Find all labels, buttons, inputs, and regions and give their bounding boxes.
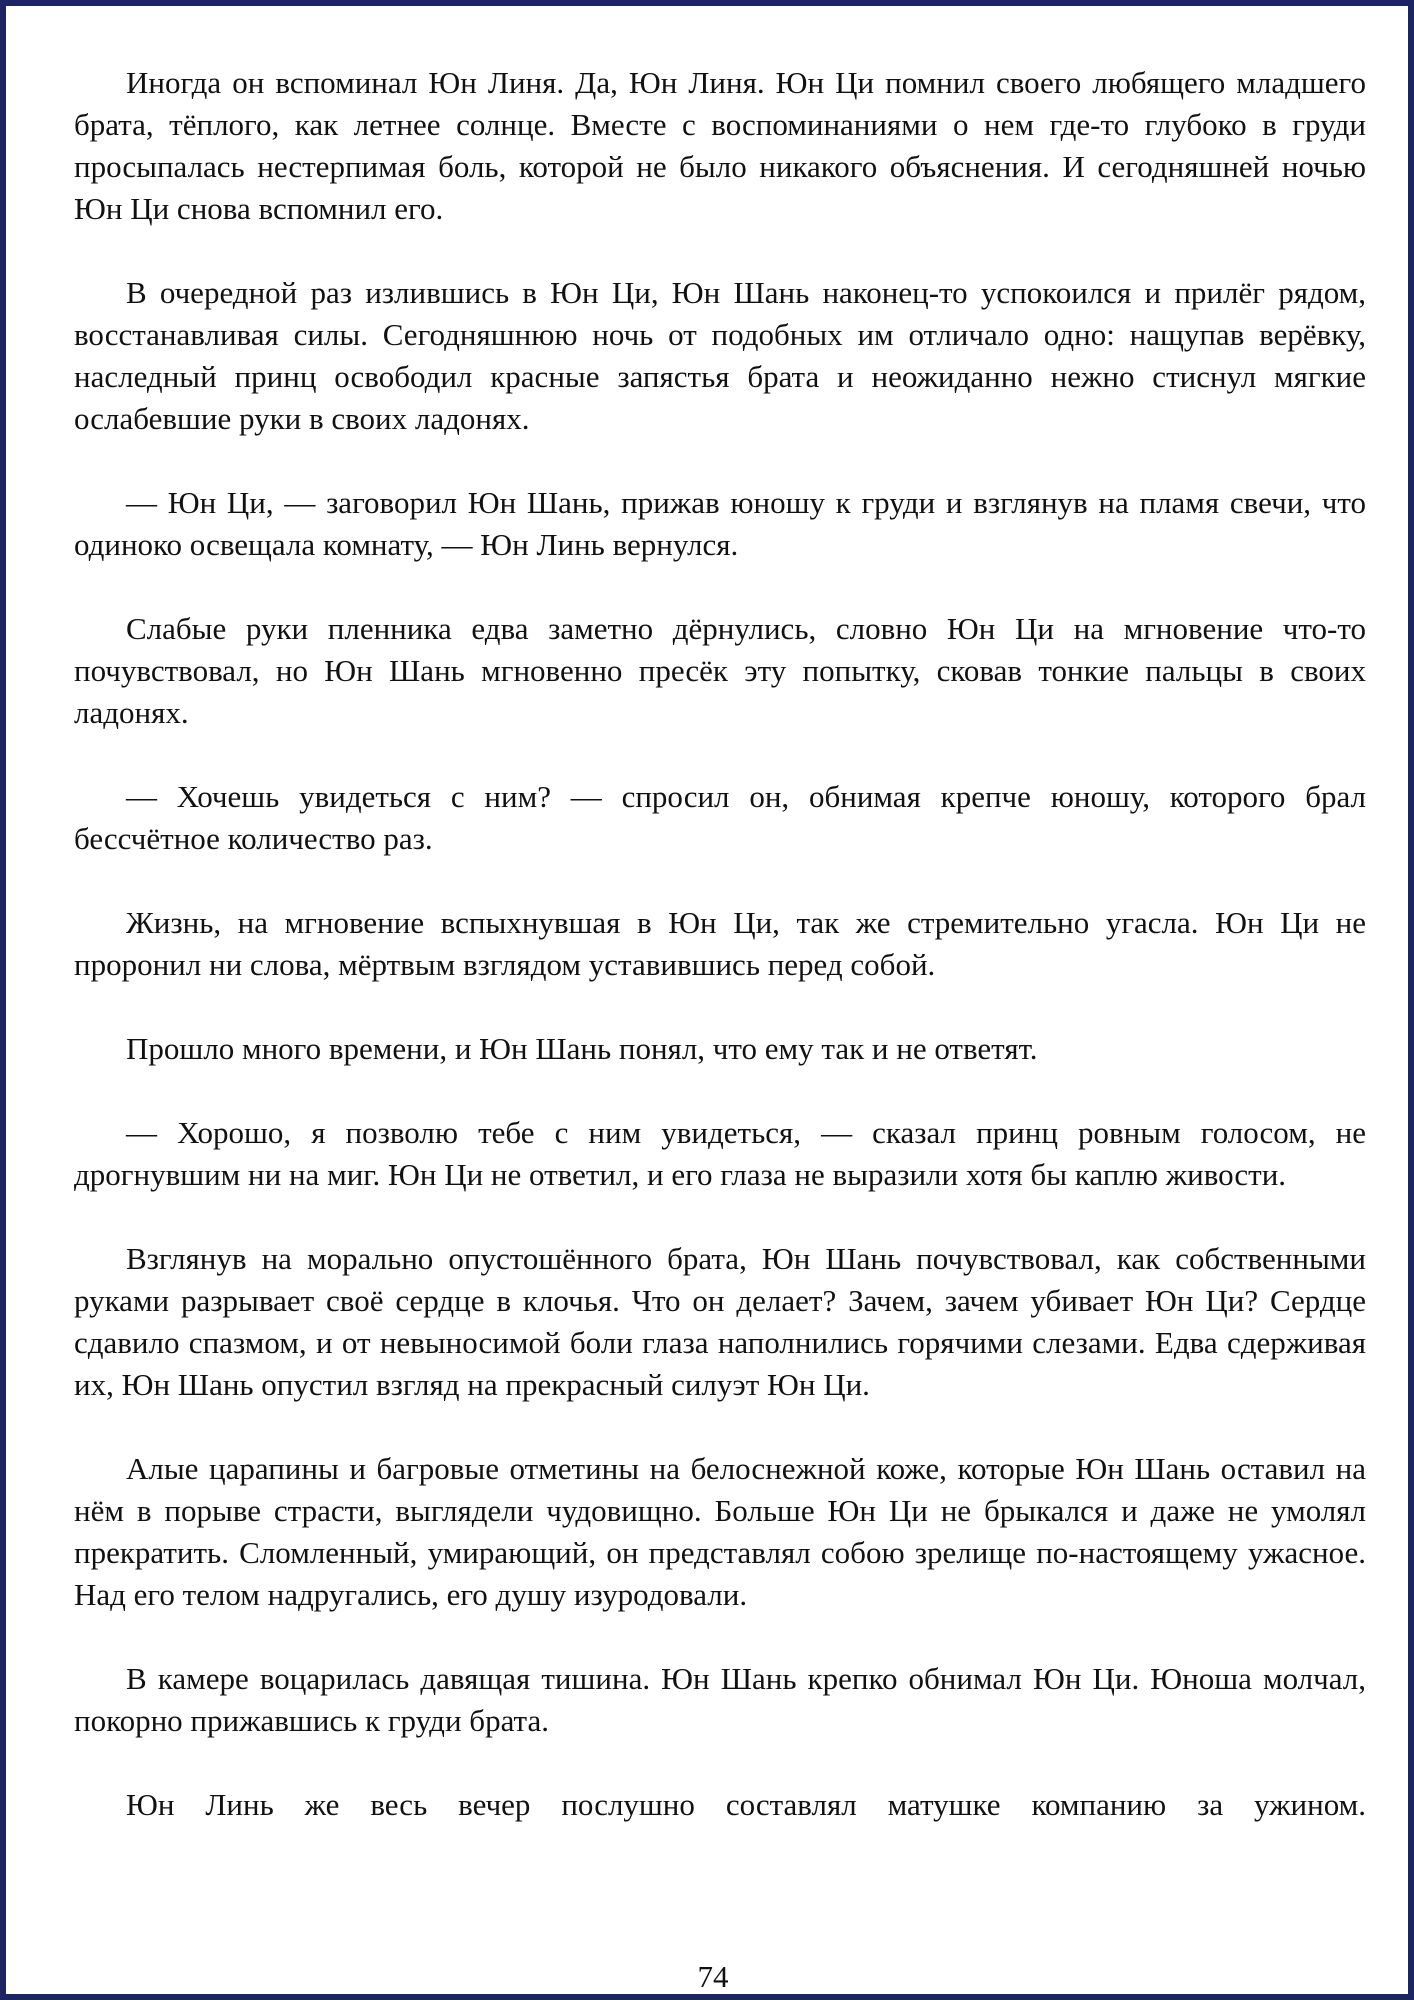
paragraph-12: Юн Линь же весь вечер послушно составлял матушке компанию за ужином. — [126, 1787, 1366, 1822]
paragraph-6: Жизнь, на мгновение вспыхнувшая в Юн Ци, так же стремительно угасла. Юн Ци не проронил ни слова, мёртвым взглядом уставившись перед собой. — [74, 905, 1366, 982]
paragraph-9: Взглянув на морально опустошённого брата, Юн Шань почувствовал, как собственными руками разрывает своё сердце в клочья. Что он делает? Зачем, зачем убивает Юн Ци? Сердце сдавило спазмом, и от невыносимой боли глаза наполнились горячими слезами. Едва сдерживая их, Юн Шань опустил взгляд на прекрасный силуэт Юн Ци. — [74, 1241, 1366, 1402]
paragraph-11: В камере воцарилась давящая тишина. Юн Шань крепко обнимал Юн Ци. Юноша молчал, покорно прижавшись к груди брата. — [74, 1661, 1366, 1738]
paragraph-3: — Юн Ци, — заговорил Юн Шань, прижав юношу к груди и взглянув на пламя свечи, что одиноко освещала комнату, — Юн Линь вернулся. — [74, 485, 1366, 562]
paragraph-7: Прошло много времени, и Юн Шань понял, что ему так и не ответят. — [126, 1031, 1038, 1066]
page-number: 74 — [697, 1959, 729, 1994]
paragraph-2: В очередной раз излившись в Юн Ци, Юн Шань наконец-то успокоился и прилёг рядом, восстанавливая силы. Сегодняшнюю ночь от подобных им отличало одно: нащупав верёвку, наследный принц освободил красные запястья брата и неожиданно нежно стиснул мягкие ослабевшие руки в своих ладонях. — [74, 275, 1366, 436]
paragraph-8: — Хорошо, я позволю тебе с ним увидеться, — сказал принц ровным голосом, не дрогнувшим ни на миг. Юн Ци не ответил, и его глаза не выразили хотя бы каплю живости. — [74, 1115, 1366, 1192]
page-text — [74, 62, 1366, 1826]
paragraph-10: Алые царапины и багровые отметины на белоснежной коже, которые Юн Шань оставил на нём в порыве страсти, выглядели чудовищно. Больше Юн Ци не брыкался и даже не умолял прекратить. Сломленный, умирающий, он представлял собою зрелище по-настоящему ужасное. Над его телом надругались, его душу изуродовали. — [74, 1451, 1366, 1612]
paragraph-5: — Хочешь увидеться с ним? — спросил он, обнимая крепче юношу, которого брал бессчётное количество раз. — [74, 779, 1366, 856]
paragraph-4: Слабые руки пленника едва заметно дёрнулись, словно Юн Ци на мгновение что-то почувствовал, но Юн Шань мгновенно пресёк эту попытку, сковав тонкие пальцы в своих ладонях. — [74, 611, 1366, 730]
paragraph-1: Иногда он вспоминал Юн Линя. Да, Юн Линя. Юн Ци помнил своего любящего младшего брата, тёплого, как летнее солнце. Вместе с воспоминаниями о нем где-то глубоко в груди просыпалась нестерпимая боль, которой не было никакого объяснения. И сегодняшней ночью Юн Ци снова вспомнил его. — [74, 65, 1366, 226]
